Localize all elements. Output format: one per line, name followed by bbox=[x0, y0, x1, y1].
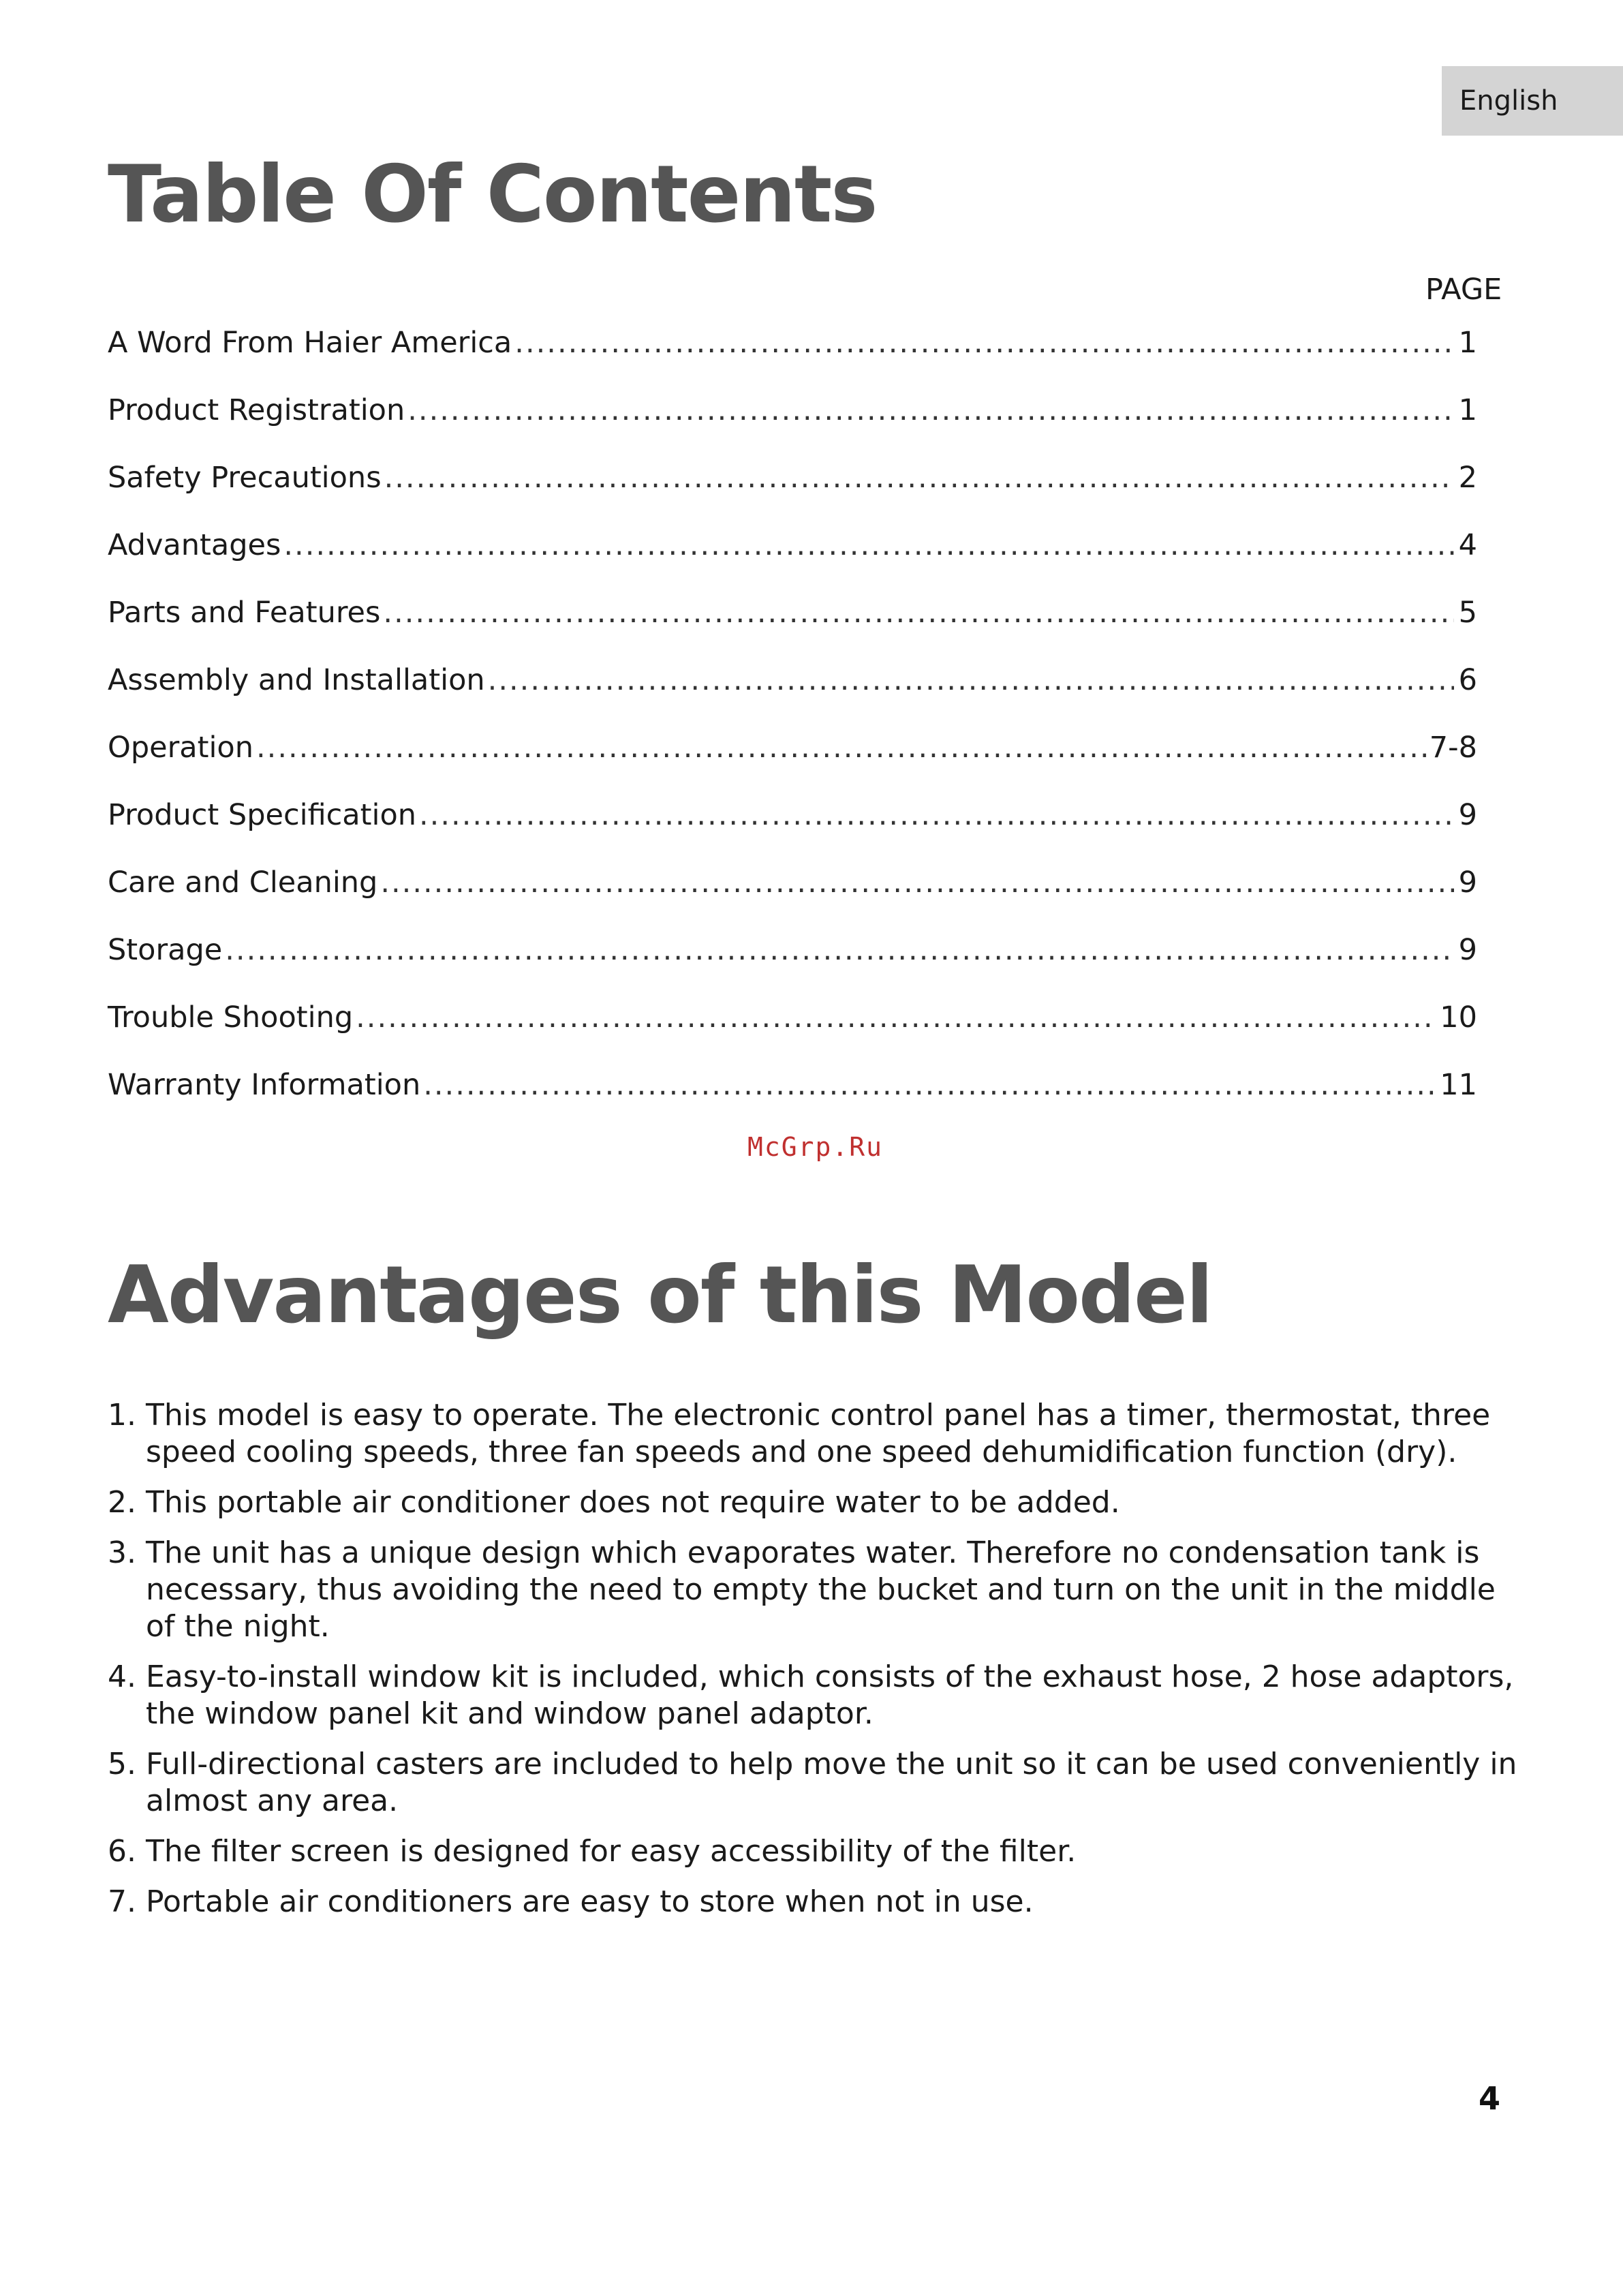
toc-entry-advantages bbox=[108, 528, 1477, 596]
toc-page-column-label: PAGE bbox=[1425, 273, 1502, 307]
toc-entry-label: Operation bbox=[108, 731, 253, 765]
toc-entry-page: 6 bbox=[1458, 663, 1477, 697]
toc-leader-dots bbox=[407, 393, 1454, 427]
toc-entry-page: 7-8 bbox=[1429, 731, 1477, 765]
toc-entry-label: Product Registration bbox=[108, 393, 405, 427]
advantage-item bbox=[108, 1746, 1518, 1820]
advantage-number: 4. bbox=[108, 1659, 136, 1694]
advantage-item bbox=[108, 1833, 1518, 1870]
toc-entry-product-specification bbox=[108, 798, 1477, 866]
toc-entry-label: Parts and Features bbox=[108, 596, 381, 630]
toc-leader-dots bbox=[356, 1000, 1437, 1035]
advantage-text: Full-directional casters are included to help move the unit so it can be used conveniently in almost any area. bbox=[146, 1747, 1517, 1818]
advantage-number: 1. bbox=[108, 1398, 136, 1433]
toc-entry-label: Advantages bbox=[108, 528, 281, 562]
page-number: 4 bbox=[1479, 2080, 1501, 2117]
toc-entry-parts-and-features bbox=[108, 596, 1477, 663]
toc-entry-word-from-haier bbox=[108, 326, 1477, 393]
advantage-number: 7. bbox=[108, 1884, 136, 1919]
advantage-number: 2. bbox=[108, 1485, 136, 1520]
toc-entry-page: 5 bbox=[1458, 596, 1477, 630]
toc-entry-label: Product Specification bbox=[108, 798, 417, 832]
toc-entry-page: 4 bbox=[1458, 528, 1477, 562]
toc-leader-dots bbox=[383, 596, 1454, 630]
toc-entry-page: 9 bbox=[1458, 933, 1477, 967]
advantage-text: This portable air conditioner does not require water to be added. bbox=[146, 1485, 1120, 1520]
toc-entry-page: 10 bbox=[1440, 1000, 1477, 1035]
toc-leader-dots bbox=[488, 663, 1454, 697]
toc-leader-dots bbox=[419, 798, 1454, 832]
toc-entry-page: 1 bbox=[1458, 393, 1477, 427]
toc-entry-storage bbox=[108, 933, 1477, 1000]
toc-entry-label: Safety Precautions bbox=[108, 461, 382, 495]
toc-leader-dots bbox=[225, 933, 1454, 967]
language-tab bbox=[1442, 66, 1623, 136]
toc-leader-dots bbox=[283, 528, 1454, 562]
advantage-text: The unit has a unique design which evaporates water. Therefore no condensation tank is necessary, thus avoiding the need to empty the bucket and turn on the unit in the middle of the night. bbox=[146, 1535, 1496, 1644]
toc-entry-page: 11 bbox=[1440, 1068, 1477, 1102]
toc-entry-label: Storage bbox=[108, 933, 223, 967]
toc-leader-dots bbox=[256, 731, 1427, 765]
advantage-text: The filter screen is designed for easy accessibility of the filter. bbox=[146, 1834, 1077, 1869]
toc-entry-label: Warranty Information bbox=[108, 1068, 421, 1102]
advantage-item bbox=[108, 1659, 1518, 1732]
advantage-number: 3. bbox=[108, 1535, 136, 1570]
toc-entry-warranty-information bbox=[108, 1068, 1477, 1135]
toc-entry-page: 9 bbox=[1458, 798, 1477, 832]
advantage-item bbox=[108, 1484, 1518, 1521]
toc-leader-dots bbox=[514, 326, 1454, 360]
toc-entry-label: Care and Cleaning bbox=[108, 866, 378, 900]
advantage-item bbox=[108, 1535, 1518, 1645]
toc-entry-label: A Word From Haier America bbox=[108, 326, 512, 360]
toc-entry-page: 1 bbox=[1458, 326, 1477, 360]
toc-entry-page: 9 bbox=[1458, 866, 1477, 900]
toc-list bbox=[108, 326, 1477, 1135]
toc-leader-dots bbox=[380, 866, 1454, 900]
toc-entry-assembly-and-installation bbox=[108, 663, 1477, 731]
toc-entry-label: Trouble Shooting bbox=[108, 1000, 354, 1035]
advantage-number: 5. bbox=[108, 1747, 136, 1781]
advantage-number: 6. bbox=[108, 1834, 136, 1869]
advantage-text: This model is easy to operate. The electronic control panel has a timer, thermostat, three speed cooling speeds, three fan speeds and one speed dehumidification function (dry). bbox=[146, 1398, 1491, 1469]
language-tab-label: English bbox=[1459, 85, 1558, 117]
toc-entry-product-registration bbox=[108, 393, 1477, 461]
toc-leader-dots bbox=[384, 461, 1454, 495]
toc-leader-dots bbox=[423, 1068, 1437, 1102]
toc-entry-page: 2 bbox=[1458, 461, 1477, 495]
toc-entry-operation bbox=[108, 731, 1477, 798]
toc-entry-trouble-shooting bbox=[108, 1000, 1477, 1068]
advantages-title: Advantages of this Model bbox=[108, 1249, 1212, 1341]
toc-title: Table Of Contents bbox=[108, 149, 877, 241]
advantages-list bbox=[108, 1397, 1518, 1934]
advantage-item bbox=[108, 1884, 1518, 1920]
advantage-item bbox=[108, 1397, 1518, 1471]
toc-entry-safety-precautions bbox=[108, 461, 1477, 528]
toc-entry-care-and-cleaning bbox=[108, 866, 1477, 933]
toc-entry-label: Assembly and Installation bbox=[108, 663, 485, 697]
advantage-text: Portable air conditioners are easy to store when not in use. bbox=[146, 1884, 1034, 1919]
watermark: McGrp.Ru bbox=[747, 1132, 884, 1162]
advantage-text: Easy-to-install window kit is included, which consists of the exhaust hose, 2 hose adaptors, the window panel kit and window panel adaptor. bbox=[146, 1659, 1514, 1731]
